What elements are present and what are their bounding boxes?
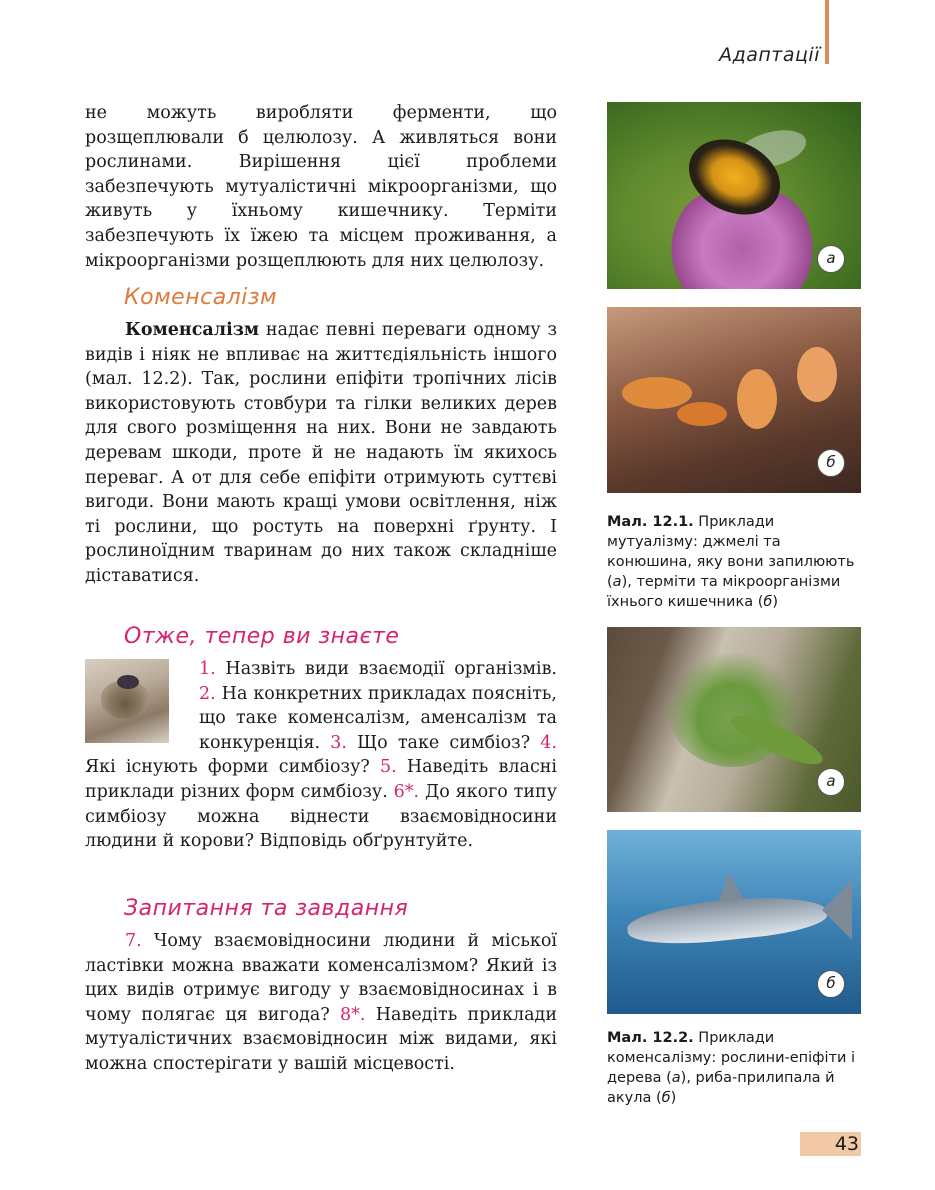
swallow-nest-image xyxy=(85,659,169,743)
figure-caption-12-1: Мал. 12.1. Приклади мутуалізму: джмелі та конюшина, яку вони запилюють (а), терміти та мікроорганізми їхнього кишечника (б) xyxy=(607,514,855,610)
commensalism-body: надає певні переваги одному з видів і ніяк не впливає на життєдіяльність іншого (мал. 12.2). Так, рослини епіфіти тропічних лісів використовують стовбури та гілки великих дерев для свого розміщення на них. Вони не завдають деревам шкоди, проте й не надають їм якихось переваг. А от для себе епіфіти отримують суттєві вигоди. Вони мають кращі умови освітлення, ніж ті рослини, що ростуть на поверхні ґрунту. І рослиноїдним тваринам до них також складніше діставатися. xyxy=(85,320,557,586)
shark-remora-photo xyxy=(607,830,861,1014)
running-header: Адаптації xyxy=(719,44,820,66)
question-number: 5. xyxy=(379,757,397,778)
commensalism-term: Коменсалізм xyxy=(125,320,260,340)
intro-paragraph xyxy=(85,101,557,273)
question-text: Які існують форми симбіозу? xyxy=(85,757,380,778)
figure-label-b: б xyxy=(817,970,845,998)
question-number: 2. xyxy=(199,683,216,704)
question-number: 3. xyxy=(330,732,347,753)
header-accent-bar xyxy=(825,0,829,64)
section-heading-summary: Отже, тепер ви знаєте xyxy=(124,624,400,649)
question-text: На конкретних прикладах поясніть, що таке коменсалізм, аменсалізм та конкуренція. xyxy=(199,683,557,753)
question-number: 6*. xyxy=(393,781,420,802)
epiphyte-tree-photo xyxy=(607,627,861,812)
summary-questions xyxy=(85,657,557,854)
figure-label-b: б xyxy=(817,449,845,477)
commensalism-paragraph xyxy=(85,318,557,589)
section-heading-commensalism: Коменсалізм xyxy=(124,285,278,310)
bumblebee-clover-photo xyxy=(607,102,861,289)
termites-photo xyxy=(607,307,861,493)
task-number: 7. xyxy=(125,931,142,951)
question-text: Назвіть види взаємодії організмів. xyxy=(215,659,557,679)
question-text: До якого типу симбіозу можна віднести взаємовідносини людини й корови? Відповідь обґрунтуйте. xyxy=(85,781,557,852)
section-heading-questions: Запитання та завдання xyxy=(124,896,409,921)
question-text: Наведіть власні приклади різних форм симбіозу. xyxy=(85,757,558,802)
intro-text: не можуть виробляти ферменти, що розщеплювали б целюлозу. А живляться вони рослинами. Вирішення цієї проблеми забезпечують мутуалістичні мікроорганізми, що живуть у їхньому кишечнику. Терміти забезпечують їх їжею та місцем проживання, а мікроорганізми розщеплюють для них целюлозу. xyxy=(85,103,557,271)
figure-caption-12-2: Мал. 12.2. Приклади коменсалізму: рослини-епіфіти і дерева (а), риба-прилипала й акула (б) xyxy=(607,1030,856,1106)
caption-label: Мал. 12.2. xyxy=(607,1030,694,1046)
task-questions xyxy=(85,929,557,1077)
task-number: 8*. xyxy=(340,1004,366,1025)
figure-label-a: а xyxy=(817,245,845,273)
task-text: Наведіть приклади мутуалістичних взаємовідносин між видами, які можна спостерігати у вашій місцевості. xyxy=(85,1004,557,1074)
task-text: Чому взаємовідносини людини й міської ластівки можна вважати коменсалізмом? Який із цих видів отримує вигоду у взаємовідносинах і в чому полягає ця вигода? xyxy=(85,931,557,1025)
page-number: 43 xyxy=(800,1132,861,1156)
caption-label: Мал. 12.1. xyxy=(607,514,694,530)
question-number: 1. xyxy=(199,659,216,679)
figure-label-a: а xyxy=(817,768,845,796)
question-text: Що таке симбіоз? xyxy=(346,732,541,753)
question-number: 4. xyxy=(540,732,557,753)
